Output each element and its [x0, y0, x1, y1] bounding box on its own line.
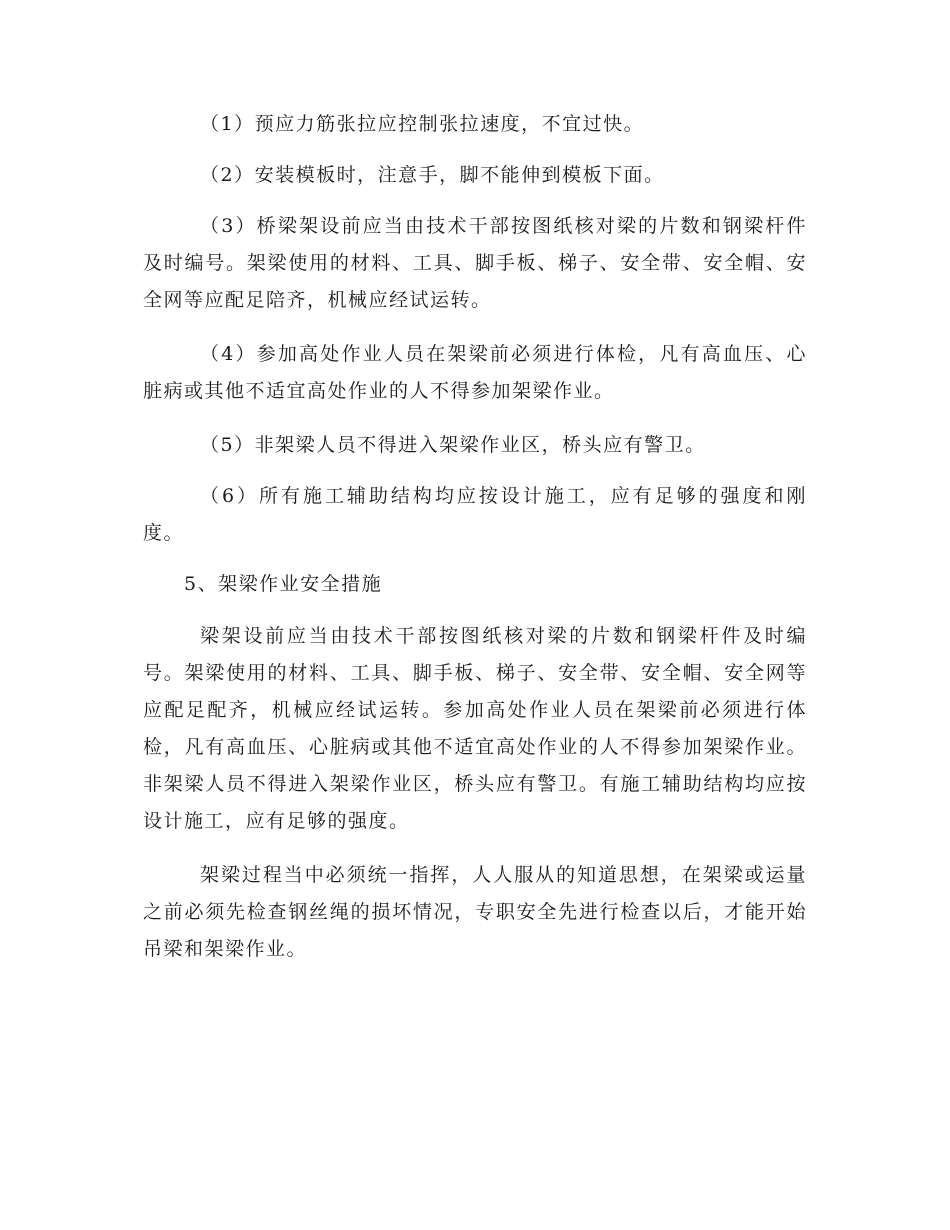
- list-item-1: （1）预应力筋张拉应控制张拉速度，不宜过快。: [200, 113, 645, 135]
- list-item-5: （5）非架梁人员不得进入架梁作业区，桥头应有警卫。: [200, 434, 706, 456]
- section-heading: 5、架梁作业安全措施: [184, 573, 383, 595]
- list-item-3: （3）桥梁架设前应当由技术干部按图纸核对梁的片数和钢梁杆件及时编号。架梁使用的材料、工具、脚手板、梯子、安全带、安全帽、安全网等应配足陪齐，机械应经试运转。: [143, 215, 807, 311]
- list-item-2: （2）安装模板时，注意手，脚不能伸到模板下面。: [200, 164, 665, 186]
- body-paragraph-1: 梁架设前应当由技术干部按图纸核对梁的片数和钢梁杆件及时编号。架梁使用的材料、工具、脚手板、梯子、安全带、安全帽、安全网等应配足配齐，机械应经试运转。参加高处作业人员在架梁前必须进行体检，凡有高血压、心脏病或其他不适宜高处作业的人不得参加架梁作业。非架梁人员不得进入架梁作业区，桥头应有警卫。有施工辅助结构均应按设计施工，应有足够的强度。: [143, 625, 807, 832]
- body-paragraph-2: 架梁过程当中必须统一指挥，人人服从的知道思想，在架梁或运量之前必须先检查钢丝绳的损坏情况，专职安全先进行检查以后，才能开始吊梁和架梁作业。: [143, 864, 807, 960]
- document-page: [143, 106, 807, 968]
- list-item-4: （4）参加高处作业人员在架梁前必须进行体检，凡有高血压、心脏病或其他不适宜高处作业的人不得参加架梁作业。: [143, 343, 807, 402]
- list-item-6: （6）所有施工辅助结构均应按设计施工，应有足够的强度和刚度。: [143, 485, 807, 544]
